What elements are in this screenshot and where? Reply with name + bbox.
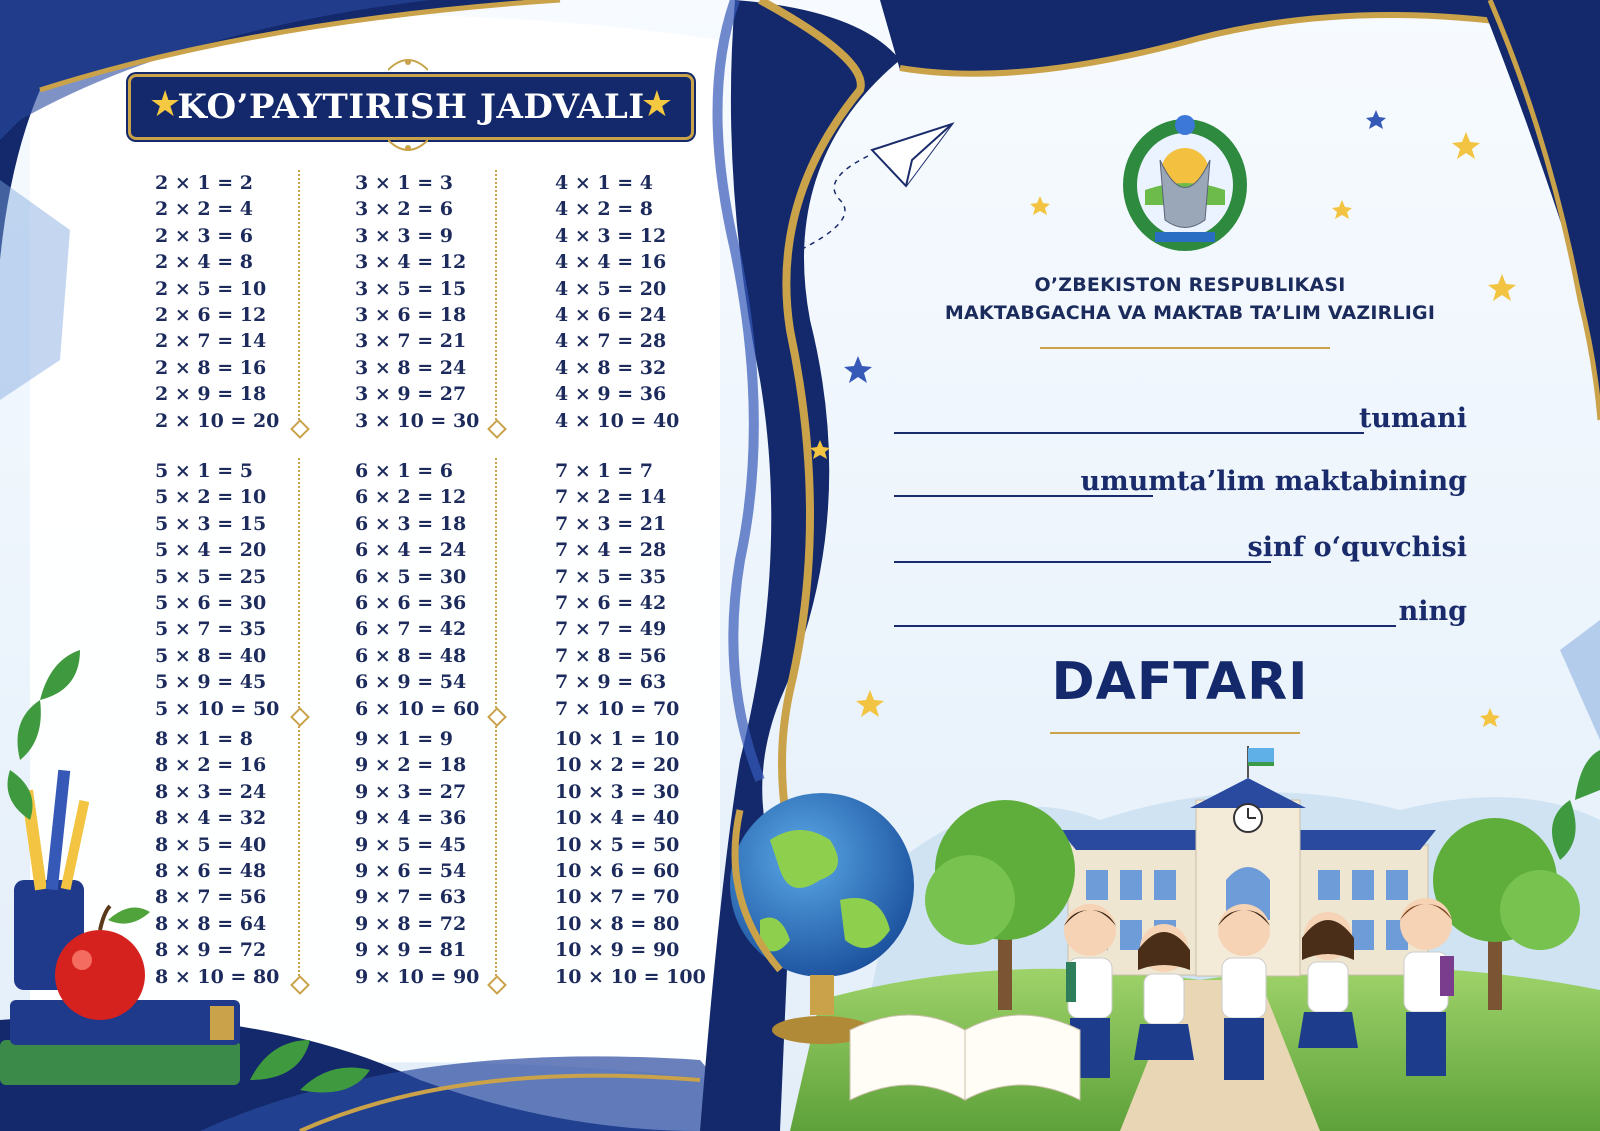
equation: 6 × 2 = 12 [355, 486, 467, 509]
equation: 3 × 2 = 6 [355, 198, 453, 221]
equation: 10 × 2 = 20 [555, 754, 680, 777]
equation: 7 × 3 = 21 [555, 512, 667, 535]
equation: 7 × 1 = 7 [555, 460, 653, 482]
table-column [330, 170, 530, 434]
table-group [130, 726, 750, 990]
table-group [130, 458, 750, 722]
equation: 2 × 3 = 6 [155, 224, 253, 247]
equation: 9 × 5 = 45 [355, 833, 467, 856]
equation: 8 × 9 = 72 [155, 939, 267, 962]
equation: 8 × 4 = 32 [155, 807, 267, 830]
equation: 8 × 10 = 80 [155, 965, 280, 988]
equation: 5 × 3 = 15 [155, 512, 267, 535]
equation: 10 × 9 = 90 [555, 939, 680, 962]
table-column [330, 458, 530, 722]
ministry-line-2: MAKTABGACHA VA MAKTAB TA’LIM VAZIRLIGI [944, 302, 1436, 324]
equation: 4 × 9 = 36 [555, 383, 667, 406]
equation: 2 × 10 = 20 [155, 409, 280, 432]
equation: 10 × 5 = 50 [555, 833, 680, 856]
equation: 5 × 10 = 50 [155, 697, 280, 720]
equation: 4 × 10 = 40 [555, 409, 680, 432]
equation: 7 × 7 = 49 [555, 618, 667, 641]
dotted-separator [298, 170, 300, 420]
dotted-separator [298, 726, 300, 976]
equation: 2 × 8 = 16 [155, 356, 267, 379]
dotted-separator [495, 170, 497, 420]
dotted-separator [495, 458, 497, 708]
equation: 2 × 7 = 14 [155, 330, 267, 353]
equation: 4 × 4 = 16 [555, 251, 667, 274]
equation: 9 × 4 = 36 [355, 807, 467, 830]
gold-divider [1050, 732, 1300, 734]
field-district[interactable] [894, 400, 1467, 440]
equation: 9 × 9 = 81 [355, 939, 467, 962]
equation: 8 × 2 = 16 [155, 754, 267, 777]
equation: 5 × 9 = 45 [155, 671, 267, 694]
ministry-line-1: O’ZBEKISTON RESPUBLIKASI [1034, 274, 1346, 296]
equation: 6 × 8 = 48 [355, 644, 467, 667]
equation: 8 × 5 = 40 [155, 833, 267, 856]
table-column [530, 170, 730, 434]
equation: 3 × 6 = 18 [355, 304, 467, 327]
equation: 4 × 5 = 20 [555, 277, 667, 300]
equation: 3 × 10 = 30 [355, 409, 480, 432]
equation: 4 × 3 = 12 [555, 224, 667, 247]
ornament-icon [388, 138, 428, 154]
equation: 8 × 7 = 56 [155, 886, 267, 909]
equation: 3 × 4 = 12 [355, 251, 467, 274]
table-column [530, 726, 730, 990]
equation: 6 × 9 = 54 [355, 671, 467, 694]
equation: 2 × 9 = 18 [155, 383, 267, 406]
equation: 2 × 4 = 8 [155, 251, 253, 274]
equation: 3 × 5 = 15 [355, 277, 467, 300]
equation: 5 × 4 = 20 [155, 539, 267, 562]
equation: 10 × 1 = 10 [555, 728, 680, 750]
equation: 6 × 1 = 6 [355, 460, 453, 482]
blank-line[interactable] [894, 625, 1396, 627]
equation: 9 × 2 = 18 [355, 754, 467, 777]
equation: 2 × 5 = 10 [155, 277, 267, 300]
equation: 2 × 1 = 2 [155, 172, 253, 194]
equation: 6 × 4 = 24 [355, 539, 467, 562]
field-school[interactable] [894, 463, 1467, 503]
equation: 7 × 5 = 35 [555, 565, 667, 588]
equation: 3 × 7 = 21 [355, 330, 467, 353]
equation: 6 × 10 = 60 [355, 697, 480, 720]
field-name[interactable] [894, 593, 1467, 633]
equation: 3 × 8 = 24 [355, 356, 467, 379]
equation: 10 × 6 = 60 [555, 860, 680, 883]
equation: 4 × 1 = 4 [555, 172, 653, 194]
equation: 7 × 6 = 42 [555, 592, 667, 615]
table-column [130, 170, 330, 434]
blank-line[interactable] [894, 561, 1271, 563]
equation: 9 × 6 = 54 [355, 860, 467, 883]
equation: 8 × 3 = 24 [155, 780, 267, 803]
dotted-separator [298, 458, 300, 708]
equation: 8 × 1 = 8 [155, 728, 253, 750]
equation: 2 × 2 = 4 [155, 198, 253, 221]
equation: 9 × 8 = 72 [355, 912, 467, 935]
field-label: sinf o‘quvchisi [1247, 532, 1467, 563]
table-column [130, 726, 330, 990]
equation: 6 × 7 = 42 [355, 618, 467, 641]
equation: 7 × 2 = 14 [555, 486, 667, 509]
equation: 6 × 3 = 18 [355, 512, 467, 535]
equation: 7 × 8 = 56 [555, 644, 667, 667]
equation: 6 × 6 = 36 [355, 592, 467, 615]
equation: 8 × 8 = 64 [155, 912, 267, 935]
equation: 5 × 8 = 40 [155, 644, 267, 667]
equation: 4 × 6 = 24 [555, 304, 667, 327]
equation: 7 × 4 = 28 [555, 539, 667, 562]
table-column [530, 458, 730, 722]
equation: 5 × 7 = 35 [155, 618, 267, 641]
table-group [130, 170, 750, 434]
blank-line[interactable] [894, 432, 1364, 434]
field-label: umumta’lim maktabining [1080, 466, 1467, 497]
notebook-title: DAFTARI [1051, 652, 1309, 712]
equation: 3 × 3 = 9 [355, 224, 453, 247]
equation: 10 × 8 = 80 [555, 912, 680, 935]
ornament-icon [388, 56, 428, 72]
equation: 5 × 6 = 30 [155, 592, 267, 615]
star-icon: ★ [640, 84, 673, 125]
dotted-separator [495, 726, 497, 976]
equation: 7 × 9 = 63 [555, 671, 667, 694]
equation: 5 × 1 = 5 [155, 460, 253, 482]
equation: 9 × 3 = 27 [355, 780, 467, 803]
equation: 3 × 1 = 3 [355, 172, 453, 194]
equation: 3 × 9 = 27 [355, 383, 467, 406]
equation: 2 × 6 = 12 [155, 304, 267, 327]
equation: 4 × 7 = 28 [555, 330, 667, 353]
table-title-banner [128, 74, 694, 140]
field-class[interactable] [894, 529, 1467, 569]
equation: 9 × 1 = 9 [355, 728, 453, 750]
equation: 10 × 4 = 40 [555, 807, 680, 830]
equation: 5 × 2 = 10 [155, 486, 267, 509]
equation: 10 × 10 = 100 [555, 965, 706, 988]
equation: 7 × 10 = 70 [555, 697, 680, 720]
equation: 6 × 5 = 30 [355, 565, 467, 588]
equation: 4 × 8 = 32 [555, 356, 667, 379]
equation: 5 × 5 = 25 [155, 565, 267, 588]
table-column [130, 458, 330, 722]
gold-divider [1040, 347, 1330, 349]
equation: 9 × 7 = 63 [355, 886, 467, 909]
equation: 4 × 2 = 8 [555, 198, 653, 221]
field-label: ning [1398, 596, 1467, 627]
table-title: KO’PAYTIRISH JADVALI [177, 87, 645, 127]
equation: 10 × 3 = 30 [555, 780, 680, 803]
table-column [330, 726, 530, 990]
field-label: tumani [1358, 403, 1467, 434]
equation: 10 × 7 = 70 [555, 886, 680, 909]
equation: 8 × 6 = 48 [155, 860, 267, 883]
star-icon: ★ [149, 84, 182, 125]
equation: 9 × 10 = 90 [355, 965, 480, 988]
